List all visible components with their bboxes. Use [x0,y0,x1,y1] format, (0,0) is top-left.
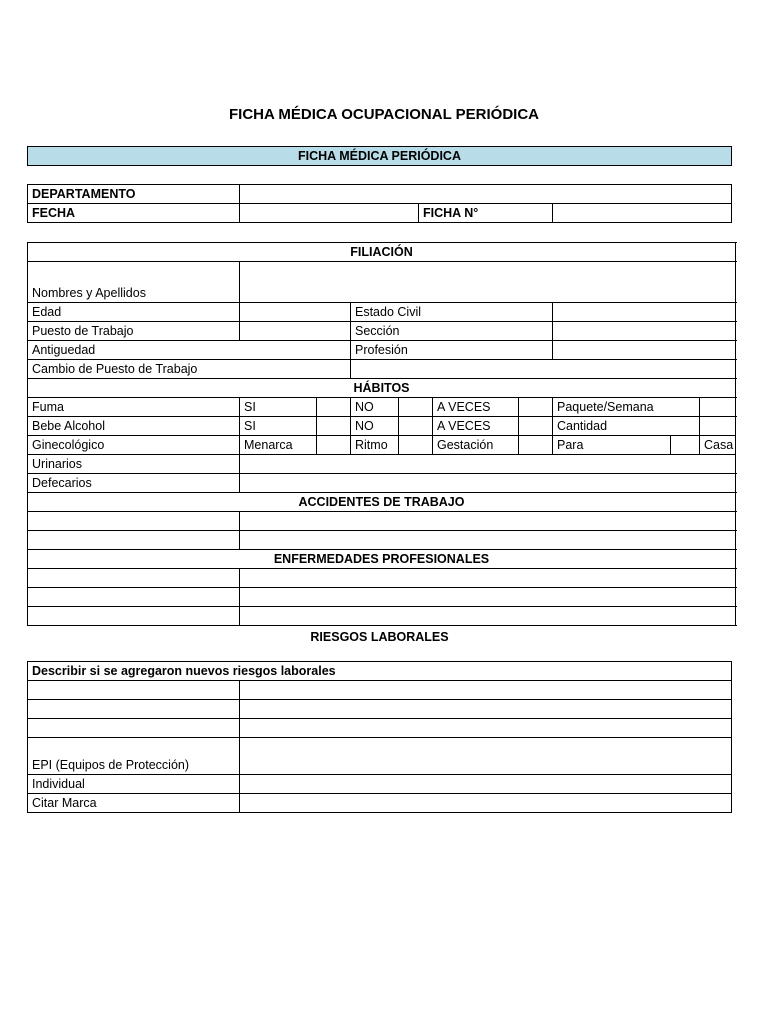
ficha-no-field[interactable] [553,204,732,223]
riesgos-table [27,661,732,813]
bebe-a-veces-field[interactable] [519,417,553,436]
nombres-label: Nombres y Apellidos [28,262,240,303]
gineco-label: Ginecológico [28,436,240,455]
accidente-row-2-a[interactable] [28,531,240,550]
fuma-no-label: NO [351,398,399,417]
profesion-label: Profesión [351,341,553,360]
paquete-field[interactable] [700,398,736,417]
riesgos-heading: RIESGOS LABORALES [310,630,449,644]
departamento-table [27,184,732,223]
header-band: FICHA MÉDICA PERIÓDICA [28,147,732,166]
seccion-field[interactable] [553,322,736,341]
fuma-si-label: SI [240,398,317,417]
riesgo-row-2-b[interactable] [240,700,732,719]
accidentes-heading: ACCIDENTES DE TRABAJO [28,493,736,512]
fuma-no-field[interactable] [399,398,433,417]
accidente-row-2-b[interactable] [240,531,736,550]
edad-field[interactable] [240,303,351,322]
ficha-no-label: FICHA N° [419,204,553,223]
seccion-label: Sección [351,322,553,341]
paquete-label: Paquete/Semana [553,398,700,417]
puesto-field[interactable] [240,322,351,341]
riesgo-row-1-a[interactable] [28,681,240,700]
para-label: Para [553,436,671,455]
defecarios-field[interactable] [240,474,736,493]
departamento-label: DEPARTAMENTO [28,185,240,204]
profesion-field[interactable] [553,341,736,360]
departamento-field[interactable] [240,185,732,204]
para-field[interactable] [671,436,700,455]
gestacion-field[interactable] [519,436,553,455]
puesto-label: Puesto de Trabajo [28,322,240,341]
bebe-si-label: SI [240,417,317,436]
citar-marca-label: Citar Marca [28,794,240,813]
filiacion-heading: FILIACIÓN [28,243,736,262]
header-band-table [27,146,732,166]
cambio-puesto-label: Cambio de Puesto de Trabajo [28,360,351,379]
menarca-field[interactable] [317,436,351,455]
individual-field[interactable] [240,775,732,794]
riesgo-row-1-b[interactable] [240,681,732,700]
estado-civil-field[interactable] [553,303,736,322]
fecha-label: FECHA [28,204,240,223]
fuma-a-veces-label: A VECES [433,398,519,417]
enfermedad-row-1-a[interactable] [28,569,240,588]
defecarios-label: Defecarios [28,474,240,493]
urinarios-field[interactable] [240,455,736,474]
enfermedad-row-2-a[interactable] [28,588,240,607]
bebe-a-veces-label: A VECES [433,417,519,436]
nombres-field[interactable] [240,262,736,303]
cambio-puesto-field[interactable] [351,360,736,379]
citar-marca-field[interactable] [240,794,732,813]
ritmo-label: Ritmo [351,436,399,455]
main-form-table [27,242,736,626]
riesgo-row-2-a[interactable] [28,700,240,719]
riesgo-row-3-a[interactable] [28,719,240,738]
accidente-row-1-b[interactable] [240,512,736,531]
epi-field[interactable] [240,738,732,775]
urinarios-label: Urinarios [28,455,240,474]
gestacion-label: Gestación [433,436,519,455]
antiguedad-label: Antiguedad [28,341,351,360]
fuma-si-field[interactable] [317,398,351,417]
riesgo-row-3-b[interactable] [240,719,732,738]
accidente-row-1-a[interactable] [28,512,240,531]
describir-label: Describir si se agregaron nuevos riesgos laborales [28,662,732,681]
fuma-a-veces-field[interactable] [519,398,553,417]
edad-label: Edad [28,303,240,322]
cantidad-field[interactable] [700,417,736,436]
enfermedad-row-2-b[interactable] [240,588,736,607]
enfermedades-heading: ENFERMEDADES PROFESIONALES [28,550,736,569]
bebe-no-label: NO [351,417,399,436]
document-title: FICHA MÉDICA OCUPACIONAL PERIÓDICA [228,106,539,123]
bebe-si-field[interactable] [317,417,351,436]
habitos-heading: HÁBITOS [28,379,736,398]
epi-label: EPI (Equipos de Protección) [28,738,240,775]
casa-label: Casa [700,436,736,455]
ritmo-field[interactable] [399,436,433,455]
bebe-no-field[interactable] [399,417,433,436]
enfermedad-row-3-a[interactable] [28,607,240,626]
fecha-field[interactable] [240,204,419,223]
enfermedad-row-3-b[interactable] [240,607,736,626]
fuma-label: Fuma [28,398,240,417]
menarca-label: Menarca [240,436,317,455]
individual-label: Individual [28,775,240,794]
estado-civil-label: Estado Civil [351,303,553,322]
enfermedad-row-1-b[interactable] [240,569,736,588]
cantidad-label: Cantidad [553,417,700,436]
bebe-label: Bebe Alcohol [28,417,240,436]
